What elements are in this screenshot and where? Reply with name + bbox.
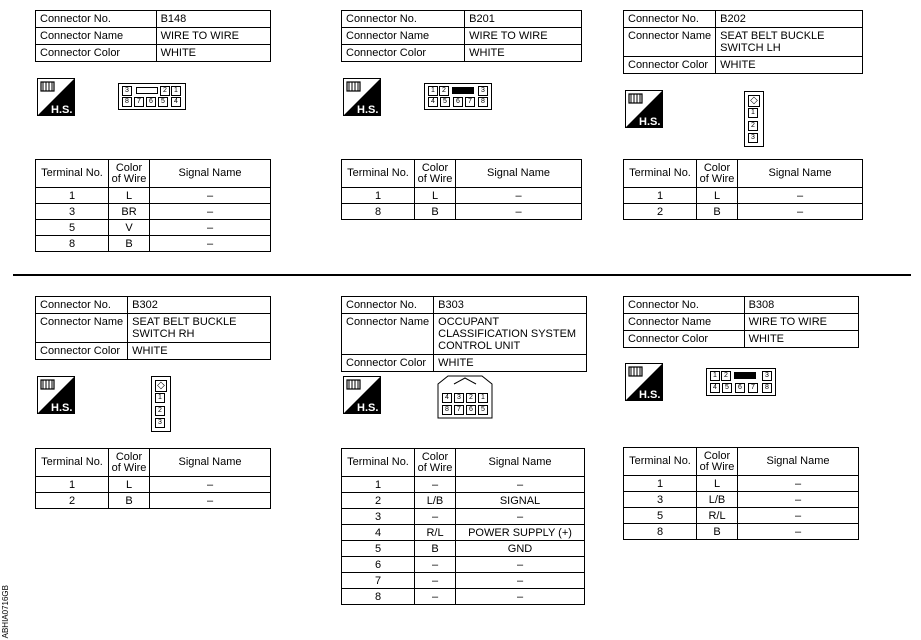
- pin: 5: [158, 97, 168, 107]
- pin: 1: [748, 108, 758, 118]
- label-connector-color: Connector Color: [624, 331, 745, 348]
- header-signal-name: Signal Name: [738, 160, 863, 188]
- signal-name-cell: –: [456, 188, 582, 204]
- signal-name-cell: –: [456, 557, 585, 573]
- pin: 4: [428, 97, 438, 107]
- header-color-of-wire: Color of Wire: [415, 449, 456, 477]
- connector-name-value: WIRE TO WIRE: [465, 28, 582, 45]
- terminal-table: [341, 448, 585, 605]
- pin: 7: [465, 97, 475, 107]
- connector-info-b302: [35, 296, 271, 360]
- label-connector-no: Connector No.: [36, 11, 157, 28]
- terminal-no-cell: 5: [342, 541, 415, 557]
- table-row: [624, 188, 863, 204]
- hs-label: H.S.: [51, 104, 73, 116]
- section-divider: [13, 274, 911, 276]
- wire-color-cell: B: [415, 204, 456, 220]
- table-row: [342, 493, 585, 509]
- signal-name-cell: –: [456, 589, 585, 605]
- wire-color-cell: B: [697, 204, 738, 220]
- terminal-no-cell: 1: [624, 188, 697, 204]
- terminal-no-cell: 4: [342, 525, 415, 541]
- signal-name-cell: POWER SUPPLY (+): [456, 525, 585, 541]
- label-connector-no: Connector No.: [624, 297, 745, 314]
- terminal-table: [35, 159, 271, 252]
- pin: 4: [171, 97, 181, 107]
- terminal-table: [623, 159, 863, 220]
- terminal-no-cell: 7: [342, 573, 415, 589]
- wire-color-cell: L/B: [415, 493, 456, 509]
- connector-name-value: OCCUPANT CLASSIFICATION SYSTEM CONTROL UNIT: [434, 314, 587, 355]
- header-signal-name: Signal Name: [738, 448, 859, 476]
- connector-color-value: WHITE: [156, 45, 270, 62]
- pin: 8: [762, 383, 772, 393]
- pin: 2: [748, 121, 758, 131]
- pin: 4: [710, 383, 720, 393]
- table-row: [342, 589, 585, 605]
- signal-name-cell: GND: [456, 541, 585, 557]
- wire-color-cell: L: [109, 477, 150, 493]
- connector-face-b148: [118, 83, 186, 110]
- header-terminal-no: Terminal No.: [36, 160, 109, 188]
- signal-name-cell: –: [150, 493, 271, 509]
- signal-name-cell: –: [150, 236, 271, 252]
- terminal-table: [623, 447, 859, 540]
- label-connector-no: Connector No.: [624, 11, 716, 28]
- label-connector-color: Connector Color: [624, 57, 716, 74]
- harness-side-icon: [625, 363, 663, 401]
- table-row: [36, 477, 271, 493]
- wire-color-cell: R/L: [415, 525, 456, 541]
- pin: 1: [155, 393, 165, 403]
- terminal-no-cell: 8: [342, 204, 415, 220]
- header-signal-name: Signal Name: [150, 160, 271, 188]
- header-color-of-wire: Color of Wire: [109, 449, 150, 477]
- label-connector-name: Connector Name: [624, 314, 745, 331]
- label-connector-color: Connector Color: [342, 45, 465, 62]
- terminal-no-cell: 8: [342, 589, 415, 605]
- hs-label: H.S.: [639, 116, 661, 128]
- pin: 1: [710, 371, 720, 381]
- pin: 2: [160, 86, 170, 96]
- figure-code: ABHIA0716GB: [1, 585, 10, 639]
- hs-label: H.S.: [639, 389, 661, 401]
- diamond-key-icon: ◇: [748, 95, 760, 107]
- connector-no-value: B148: [156, 11, 270, 28]
- signal-name-cell: –: [456, 204, 582, 220]
- pin: 7: [454, 405, 464, 415]
- header-terminal-no: Terminal No.: [624, 160, 697, 188]
- signal-name-cell: –: [738, 476, 859, 492]
- signal-name-cell: SIGNAL: [456, 493, 585, 509]
- header-terminal-no: Terminal No.: [36, 449, 109, 477]
- wire-color-cell: L: [697, 188, 738, 204]
- pin: 7: [748, 383, 758, 393]
- label-connector-color: Connector Color: [342, 355, 434, 372]
- header-color-of-wire: Color of Wire: [109, 160, 150, 188]
- pin: 2: [155, 406, 165, 416]
- wire-color-cell: –: [415, 573, 456, 589]
- table-row: [342, 525, 585, 541]
- wire-color-cell: B: [697, 524, 738, 540]
- label-connector-no: Connector No.: [342, 297, 434, 314]
- table-row: [342, 557, 585, 573]
- terminal-no-cell: 8: [36, 236, 109, 252]
- pin: 6: [146, 97, 156, 107]
- signal-name-cell: –: [150, 188, 271, 204]
- pin: 7: [134, 97, 144, 107]
- connector-lock-slot: [136, 87, 158, 94]
- label-connector-name: Connector Name: [342, 28, 465, 45]
- label-connector-name: Connector Name: [36, 314, 128, 343]
- terminal-no-cell: 6: [342, 557, 415, 573]
- terminal-no-cell: 8: [624, 524, 697, 540]
- terminal-no-cell: 5: [36, 220, 109, 236]
- wire-color-cell: L: [415, 188, 456, 204]
- table-row: [624, 492, 859, 508]
- header-terminal-no: Terminal No.: [624, 448, 697, 476]
- signal-name-cell: –: [738, 204, 863, 220]
- label-connector-no: Connector No.: [36, 297, 128, 314]
- signal-name-cell: –: [738, 508, 859, 524]
- table-row: [342, 541, 585, 557]
- pin: 8: [478, 97, 488, 107]
- harness-side-icon: [37, 78, 75, 116]
- wire-color-cell: L: [109, 188, 150, 204]
- wire-color-cell: –: [415, 477, 456, 493]
- connector-face-b302: [151, 376, 171, 432]
- connector-no-value: B308: [744, 297, 858, 314]
- label-connector-color: Connector Color: [36, 45, 157, 62]
- table-row: [624, 524, 859, 540]
- terminal-no-cell: 2: [36, 493, 109, 509]
- signal-name-cell: –: [150, 477, 271, 493]
- header-color-of-wire: Color of Wire: [697, 448, 738, 476]
- wire-color-cell: V: [109, 220, 150, 236]
- label-connector-name: Connector Name: [342, 314, 434, 355]
- pin: 2: [721, 371, 731, 381]
- header-color-of-wire: Color of Wire: [697, 160, 738, 188]
- pin: 2: [466, 393, 476, 403]
- table-row: [624, 204, 863, 220]
- signal-name-cell: –: [738, 524, 859, 540]
- header-signal-name: Signal Name: [456, 449, 585, 477]
- header-signal-name: Signal Name: [150, 449, 271, 477]
- wire-color-cell: BR: [109, 204, 150, 220]
- pin: 8: [122, 97, 132, 107]
- connector-no-value: B302: [128, 297, 271, 314]
- connector-lock-slot: [452, 87, 474, 94]
- connector-info-b303: [341, 296, 587, 372]
- pin: 3: [155, 418, 165, 428]
- wire-color-cell: B: [415, 541, 456, 557]
- harness-side-icon: [343, 376, 381, 414]
- pin: 3: [454, 393, 464, 403]
- terminal-no-cell: 5: [624, 508, 697, 524]
- connector-no-value: B303: [434, 297, 587, 314]
- signal-name-cell: –: [738, 492, 859, 508]
- pin: 3: [762, 371, 772, 381]
- table-row: [342, 188, 582, 204]
- terminal-no-cell: 2: [624, 204, 697, 220]
- connector-no-value: B201: [465, 11, 582, 28]
- terminal-no-cell: 1: [36, 188, 109, 204]
- connector-info-b148: [35, 10, 271, 62]
- pin: 6: [466, 405, 476, 415]
- table-row: [342, 573, 585, 589]
- table-row: [36, 236, 271, 252]
- signal-name-cell: –: [456, 573, 585, 589]
- pin: 5: [440, 97, 450, 107]
- table-row: [342, 204, 582, 220]
- terminal-no-cell: 1: [624, 476, 697, 492]
- pin: 8: [442, 405, 452, 415]
- connector-no-value: B202: [716, 11, 863, 28]
- header-signal-name: Signal Name: [456, 160, 582, 188]
- pin: 6: [453, 97, 463, 107]
- terminal-table: [35, 448, 271, 509]
- pin: 1: [171, 86, 181, 96]
- table-row: [36, 493, 271, 509]
- pin: 6: [735, 383, 745, 393]
- label-connector-name: Connector Name: [624, 28, 716, 57]
- connector-name-value: SEAT BELT BUCKLE SWITCH LH: [716, 28, 863, 57]
- label-connector-name: Connector Name: [36, 28, 157, 45]
- pin: 5: [478, 405, 488, 415]
- pin: 3: [748, 133, 758, 143]
- connector-info-b202: [623, 10, 863, 74]
- pin: 1: [428, 86, 438, 96]
- pin: 5: [722, 383, 732, 393]
- terminal-no-cell: 1: [342, 188, 415, 204]
- wire-color-cell: –: [415, 509, 456, 525]
- terminal-no-cell: 1: [36, 477, 109, 493]
- header-color-of-wire: Color of Wire: [415, 160, 456, 188]
- connector-color-value: WHITE: [465, 45, 582, 62]
- connector-info-b201: [341, 10, 582, 62]
- label-connector-color: Connector Color: [36, 343, 128, 360]
- signal-name-cell: –: [456, 477, 585, 493]
- terminal-no-cell: 3: [624, 492, 697, 508]
- harness-side-icon: [343, 78, 381, 116]
- table-row: [624, 508, 859, 524]
- pin: 3: [478, 86, 488, 96]
- pin: 3: [122, 86, 132, 96]
- header-terminal-no: Terminal No.: [342, 160, 415, 188]
- connector-face-b202: [744, 91, 764, 147]
- signal-name-cell: –: [150, 204, 271, 220]
- hs-label: H.S.: [357, 104, 379, 116]
- table-row: [36, 220, 271, 236]
- connector-face-b201: [424, 83, 492, 110]
- connector-color-value: WHITE: [434, 355, 587, 372]
- terminal-no-cell: 2: [342, 493, 415, 509]
- connector-name-value: WIRE TO WIRE: [744, 314, 858, 331]
- terminal-table: [341, 159, 582, 220]
- wire-color-cell: R/L: [697, 508, 738, 524]
- connector-color-value: WHITE: [716, 57, 863, 74]
- connector-name-value: SEAT BELT BUCKLE SWITCH RH: [128, 314, 271, 343]
- connector-face-b308: [706, 368, 776, 396]
- harness-side-icon: [37, 376, 75, 414]
- connector-color-value: WHITE: [128, 343, 271, 360]
- signal-name-cell: –: [150, 220, 271, 236]
- wire-color-cell: –: [415, 557, 456, 573]
- diamond-key-icon: ◇: [155, 380, 167, 392]
- signal-name-cell: –: [456, 509, 585, 525]
- connector-lock-slot: [734, 372, 756, 379]
- connector-color-value: WHITE: [744, 331, 858, 348]
- terminal-no-cell: 3: [36, 204, 109, 220]
- hs-label: H.S.: [357, 402, 379, 414]
- wire-color-cell: –: [415, 589, 456, 605]
- header-terminal-no: Terminal No.: [342, 449, 415, 477]
- table-row: [624, 476, 859, 492]
- table-row: [342, 477, 585, 493]
- wire-color-cell: B: [109, 493, 150, 509]
- terminal-no-cell: 1: [342, 477, 415, 493]
- hs-label: H.S.: [51, 402, 73, 414]
- wire-color-cell: B: [109, 236, 150, 252]
- connector-info-b308: [623, 296, 859, 348]
- wire-color-cell: L: [697, 476, 738, 492]
- harness-side-icon: [625, 90, 663, 128]
- table-row: [342, 509, 585, 525]
- pin: 1: [478, 393, 488, 403]
- table-row: [36, 204, 271, 220]
- connector-name-value: WIRE TO WIRE: [156, 28, 270, 45]
- pin: 4: [442, 393, 452, 403]
- table-row: [36, 188, 271, 204]
- pin: 2: [439, 86, 449, 96]
- label-connector-no: Connector No.: [342, 11, 465, 28]
- wire-color-cell: L/B: [697, 492, 738, 508]
- terminal-no-cell: 3: [342, 509, 415, 525]
- signal-name-cell: –: [738, 188, 863, 204]
